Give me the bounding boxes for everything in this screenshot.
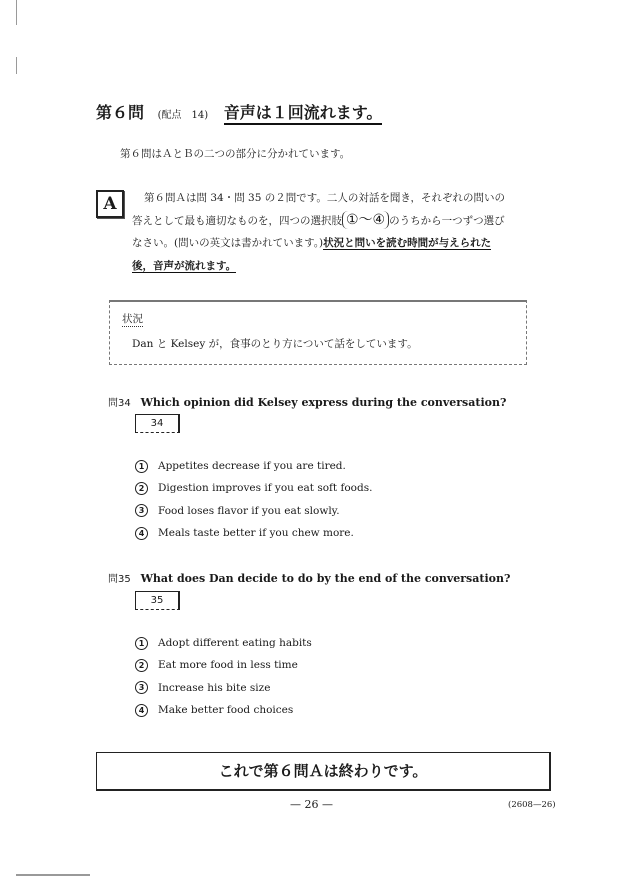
- binding-mark: [16, 0, 17, 25]
- choice-number-icon: 4: [135, 704, 148, 717]
- part-a-label: A: [96, 190, 124, 218]
- instr-line-2-after: のうちから一つずつ選び: [389, 214, 505, 227]
- situation-box: [109, 300, 527, 365]
- situation-label: 状況: [122, 313, 143, 325]
- instr-line-2-before: 答えとして最も適切なものを，四つの選択肢: [132, 214, 342, 227]
- choice-item[interactable]: [135, 654, 312, 676]
- choice-text: Appetites decrease if you are tired.: [158, 460, 346, 472]
- audio-note: 音声は１回流れます。: [224, 103, 383, 125]
- intro-text: 第６問はＡとＢの二つの部分に分かれています。: [120, 148, 351, 160]
- answer-box-35[interactable]: 35: [135, 591, 180, 610]
- question-text: What does Dan decide to do by the end of the conversation?: [140, 572, 511, 585]
- question-text: Which opinion did Kelsey express during the conversation?: [140, 396, 507, 409]
- answer-box-34[interactable]: 34: [135, 414, 180, 433]
- choice-number-icon: 2: [135, 659, 148, 672]
- choice-text: Food loses flavor if you eat slowly.: [158, 504, 340, 517]
- question-number: 問35: [108, 574, 131, 585]
- score-allocation: (配点 14): [157, 110, 209, 121]
- part-a-instructions: [132, 187, 532, 277]
- choice-number-icon: 2: [135, 482, 148, 495]
- instr-line-2: [132, 210, 532, 233]
- choice-item[interactable]: [135, 522, 372, 544]
- instr-line-3-plain: なさい。(問いの英文は書かれています。): [132, 237, 324, 249]
- choice-item[interactable]: [135, 699, 312, 721]
- choice-text: Adopt different eating habits: [158, 637, 312, 649]
- choice-item[interactable]: [135, 477, 372, 499]
- choice-item[interactable]: [135, 500, 372, 522]
- choice-text: Meals taste better if you chew more.: [158, 526, 354, 539]
- instr-line-4-underlined: 後，音声が流れます。: [132, 259, 237, 272]
- binding-mark: [16, 57, 17, 74]
- choice-number-icon: 1: [135, 637, 148, 650]
- choice-range: ①～④: [342, 211, 389, 229]
- choice-item[interactable]: [135, 455, 372, 477]
- choice-number-icon: 3: [135, 681, 148, 694]
- choice-text: Increase his bite size: [158, 681, 271, 694]
- choice-number-icon: 1: [135, 460, 148, 473]
- question-35: [108, 570, 510, 585]
- choice-number-icon: 4: [135, 527, 148, 540]
- section-number: 第６問: [96, 103, 145, 122]
- page-number: — 26 —: [290, 798, 333, 811]
- instr-line-4: [132, 255, 532, 278]
- instr-line-3-underlined: 状況と問いを読む時間が与えられた: [323, 237, 492, 249]
- situation-text: Dan と Kelsey が，食事のとり方について話をしています。: [132, 338, 418, 350]
- choice-item[interactable]: [135, 632, 312, 654]
- section-header: [96, 100, 382, 123]
- choice-list-34: [135, 455, 372, 544]
- choice-item[interactable]: [135, 677, 312, 699]
- end-of-section-note: これで第６問Ａは終わりです。: [96, 752, 551, 791]
- instr-line-3: [132, 232, 532, 255]
- instr-line-1: 第６問Ａは問 34・問 35 の２問です。二人の対話を聞き，それぞれの問いの: [144, 192, 505, 204]
- question-number: 問34: [108, 398, 131, 409]
- choice-text: Digestion improves if you eat soft foods.: [158, 482, 373, 495]
- choice-text: Eat more food in less time: [158, 659, 298, 672]
- choice-list-35: [135, 632, 312, 721]
- choice-number-icon: 3: [135, 504, 148, 517]
- question-34: [108, 394, 506, 409]
- choice-text: Make better food choices: [158, 703, 294, 716]
- page-code: (2608—26): [508, 800, 556, 810]
